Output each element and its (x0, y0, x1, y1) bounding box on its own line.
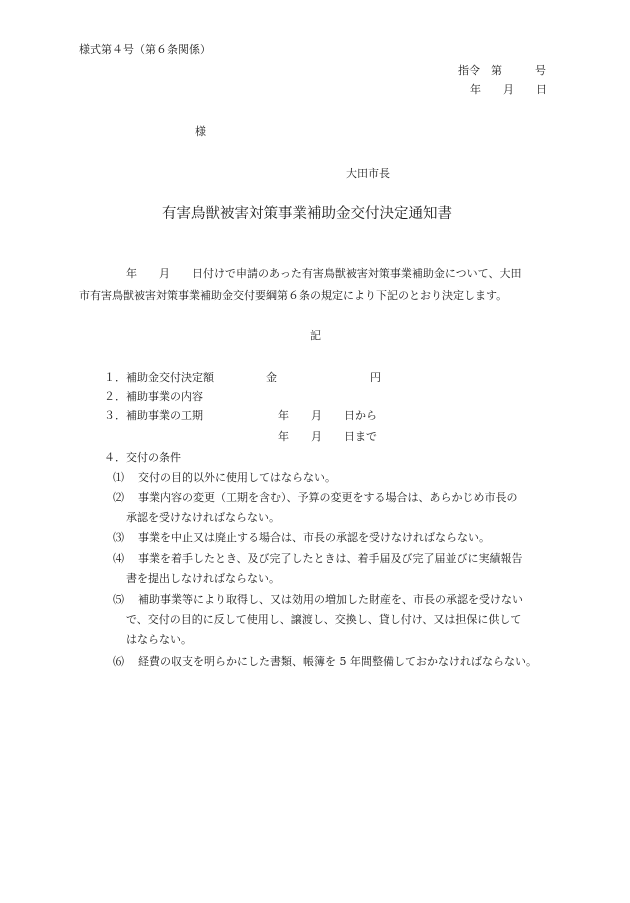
condition-number: ⑶ (113, 531, 124, 544)
issue-date: 年 月 日 (470, 83, 547, 96)
ki-heading: 記 (310, 329, 321, 342)
issuer-name: 大田市長 (346, 167, 390, 180)
item-2-label: ２．補助事業の内容 (104, 390, 203, 403)
item-1-yen: 円 (370, 371, 381, 384)
condition-number: ⑷ (113, 552, 124, 565)
condition-number: ⑴ (113, 471, 124, 484)
item-3-label: ３．補助事業の工期 (104, 409, 203, 422)
condition-number: ⑹ (113, 655, 124, 668)
condition-number: ⑸ (113, 593, 124, 606)
item-1-label: １．補助金交付決定額 (104, 371, 214, 384)
condition-text: 補助事業等により取得し、又は効用の増加した財産を、市長の承認を受けない (138, 593, 523, 606)
item-3-from: 年 月 日から (278, 409, 377, 422)
condition-text: で、交付の目的に反して使用し、譲渡し、交換し、貸し付け、又は担保に供して (126, 613, 522, 626)
item-1-kin: 金 (266, 371, 277, 384)
condition-text: 交付の目的以外に使用してはならない。 (138, 471, 336, 484)
condition-number: ⑵ (113, 491, 124, 504)
item-3-to: 年 月 日まで (278, 430, 377, 443)
condition-text: 承認を受けなければならない。 (126, 511, 280, 524)
condition-text: 事業を中止又は廃止する場合は、市長の承認を受けなければならない。 (138, 531, 490, 544)
condition-text: 事業を着手したとき、及び完了したときは、着手届及び完了届並びに実績報告 (138, 552, 523, 565)
condition-text: 経費の収支を明らかにした書類、帳簿を 5 年間整備しておかなければならない。 (138, 655, 537, 668)
condition-text: 書を提出しなければならない。 (126, 572, 280, 585)
body-line-1: 年 月 日付けで申請のあった有害鳥獣被害対策事業補助金について、大田 (126, 267, 522, 280)
body-line-2: 市有害鳥獣被害対策事業補助金交付要綱第６条の規定により下記のとおり決定します。 (79, 289, 508, 302)
form-number: 様式第４号（第６条関係） (79, 43, 211, 56)
item-4-label: ４．交付の条件 (104, 451, 181, 464)
condition-text: 事業内容の変更（工期を含む）、予算の変更をする場合は、あらかじめ市長の (138, 491, 518, 504)
document-title: 有害鳥獣被害対策事業補助金交付決定通知書 (162, 206, 452, 222)
directive-number: 指令 第 号 (458, 64, 546, 77)
condition-text: はならない。 (126, 633, 192, 646)
recipient-suffix: 様 (195, 125, 206, 138)
